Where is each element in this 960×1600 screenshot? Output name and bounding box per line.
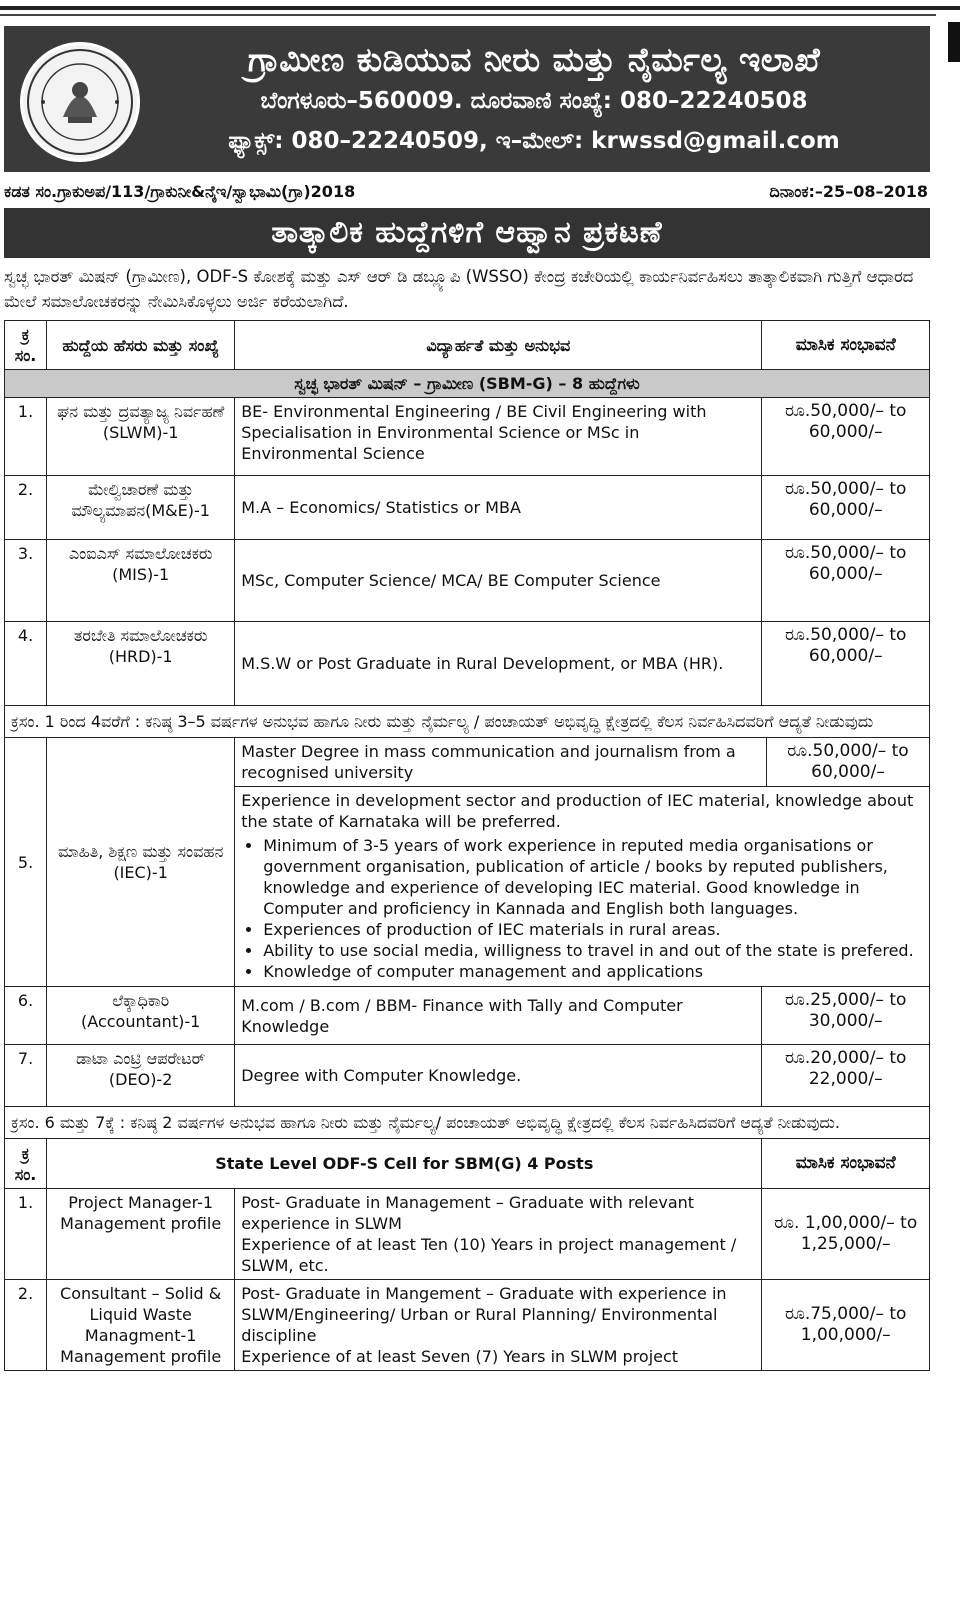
top-border: [0, 0, 960, 22]
top-rule: [0, 6, 960, 10]
row-no: 1.: [5, 398, 47, 476]
list-item: • Minimum of 3-5 years of work experience in reputed media organisations or government organisation, publication of article / books by reputed publishers, knowledge and experience of developing IEC material. Good knowledge in Computer and proficiency in Kannada and English both languages.: [263, 835, 923, 919]
experience: Experience of at least Ten (10) Years in project management / SLWM, etc.: [241, 1235, 737, 1275]
notice-date: ದಿನಾಂಕ:–25–08–2018: [769, 182, 928, 201]
advertisement-page: [4, 24, 930, 1600]
table-row: [5, 738, 930, 987]
salary: ರೂ.20,000/– to 22,000/–: [762, 1045, 930, 1107]
qualification: [235, 1189, 762, 1280]
row-no: 7.: [5, 1045, 47, 1107]
post-name: ಡಾಟಾ ಎಂಟ್ರಿ ಆಪರೇಟರ್ (DEO)-2: [47, 1045, 235, 1107]
qualification: BE- Environmental Engineering / BE Civil Engineering with Specialisation in Environmental Science or MSc in Environmental Science: [235, 398, 762, 476]
qualification: MSc, Computer Science/ MCA/ BE Computer Science: [235, 540, 762, 622]
table-row: [5, 476, 930, 540]
row-no: 1.: [5, 1189, 47, 1280]
note-row: [5, 706, 930, 738]
post-name: ಲೆಕ್ಕಾಧಿಕಾರಿ (Accountant)-1: [47, 987, 235, 1045]
section2-header-row: [5, 1139, 930, 1189]
post-name: ಎಂಐಎಸ್ ಸಮಾಲೋಚಕರು (MIS)-1: [47, 540, 235, 622]
file-number: ಕಡತ ಸಂ.ಗ್ರಾಕುಅಪ/113/ಗ್ರಾಕುನೀ&ನೈಇ/ಸ್ವಾಭಾಮಿ(ಗ್ರಾ)2018: [4, 182, 356, 201]
edge-mark: [948, 22, 960, 62]
row-no: 5.: [5, 738, 47, 987]
section-odf-s: State Level ODF-S Cell for SBM(G) 4 Posts: [47, 1139, 762, 1189]
qualification: M.com / B.com / BBM- Finance with Tally and Computer Knowledge: [235, 987, 762, 1045]
table-row: [5, 1045, 930, 1107]
qualification: [235, 1280, 762, 1371]
note-1-4: ಕ್ರಸಂ. 1 ರಿಂದ 4ವರೆಗೆ : ಕನಿಷ್ಠ 3–5 ವರ್ಷಗಳ ಅನುಭವ ಹಾಗೂ ನೀರು ಮತ್ತು ನೈರ್ಮಲ್ಯ / ಪಂಚಾಯತ್ ಅಭಿವೃದ್ಧಿ ಕ್ಷೇತ್ರದಲ್ಲಿ ಕೆಲಸ ನಿರ್ವಹಿಸಿದವರಿಗೆ ಆದ್ಯತೆ ನೀಡುವುದು: [5, 706, 930, 738]
intro-paragraph: ಸ್ವಚ್ಛ ಭಾರತ್ ಮಿಷನ್ (ಗ್ರಾಮೀಣ), ODF-S ಕೋಶಕ್ಕೆ ಮತ್ತು ಎಸ್ ಆರ್ ಡಿ ಡಬ್ಲ್ಯೂಪಿ (WSSO) ಕೇಂದ್ರ ಕಚೇರಿಯಲ್ಲಿ ಕಾರ್ಯನಿರ್ವಹಿಸಲು ತಾತ್ಕಾಲಿಕವಾಗಿ ಗುತ್ತಿಗೆ ಆಧಾರದ ಮೇಲೆ ಸಮಾಲೋಚಕರನ್ನು ನೇಮಿಸಿಕೊಳ್ಳಲು ಅರ್ಜಿ ಕರೆಯಲಾಗಿದೆ.: [4, 267, 914, 311]
section-row: [5, 370, 930, 398]
table-row: [5, 540, 930, 622]
iec-top: [235, 738, 929, 787]
iec-bullet-list: [235, 835, 929, 986]
department-header: [4, 26, 930, 172]
list-item: • Experiences of production of IEC materials in rural areas.: [263, 919, 923, 940]
list-item: • Knowledge of computer management and applications: [263, 961, 923, 982]
salary: ರೂ.50,000/– to 60,000/–: [767, 738, 929, 787]
post-name: ತರಬೇತಿ ಸಮಾಲೋಚಕರು (HRD)-1: [47, 622, 235, 706]
row-no: 3.: [5, 540, 47, 622]
table-row: [5, 1280, 930, 1371]
qualification: M.A – Economics/ Statistics or MBA: [235, 476, 762, 540]
iec-details: [235, 738, 930, 987]
row-no: 2.: [5, 1280, 47, 1371]
list-item: • Ability to use social media, willigness to travel in and out of the state is prefered.: [263, 940, 923, 961]
row-no: 4.: [5, 622, 47, 706]
col-sl-no: ಕ್ರ ಸಂ.: [5, 321, 47, 370]
salary: ರೂ.75,000/– to 1,00,000/–: [762, 1280, 930, 1371]
post-name: ಘನ ಮತ್ತು ದ್ರವತ್ಯಾಜ್ಯ ನಿರ್ವಹಣೆ (SLWM)-1: [47, 398, 235, 476]
salary: ರೂ.25,000/– to 30,000/–: [762, 987, 930, 1045]
post-name: ಮಾಹಿತಿ, ಶಿಕ್ಷಣ ಮತ್ತು ಸಂವಹನ (IEC)-1: [47, 738, 235, 987]
post-name: Consultant – Solid & Liquid Waste Managment-1 Management profile: [47, 1280, 235, 1371]
post-name: Project Manager-1 Management profile: [47, 1189, 235, 1280]
qualification: Degree with Computer Knowledge.: [235, 1045, 762, 1107]
department-title: ಗ್ರಾಮೀಣ ಕುಡಿಯುವ ನೀರು ಮತ್ತು ನೈರ್ಮಲ್ಯ ಇಲಾಖೆ: [247, 40, 821, 79]
col-sl-no: ಕ್ರ ಸಂ.: [5, 1139, 47, 1189]
col-post-name: ಹುದ್ದೆಯ ಹೆಸರು ಮತ್ತು ಸಂಖ್ಯೆ: [47, 321, 235, 370]
table-row: [5, 987, 930, 1045]
note-row: [5, 1107, 930, 1139]
vacancy-table: [4, 320, 930, 1371]
note-6-7: ಕ್ರಸಂ. 6 ಮತ್ತು 7ಕ್ಕೆ : ಕನಿಷ್ಠ 2 ವರ್ಷಗಳ ಅನುಭವ ಹಾಗೂ ನೀರು ಮತ್ತು ನೈರ್ಮಲ್ಯ/ ಪಂಚಾಯತ್ ಅಭಿವೃದ್ಧಿ ಕ್ಷೇತ್ರದಲ್ಲಿ ಕೆಲಸ ನಿರ್ವಹಿಸಿದವರಿಗೆ ಆದ್ಯತೆ ನೀಡುವುದು.: [5, 1107, 930, 1139]
table-row: [5, 622, 930, 706]
salary: ರೂ.50,000/– to 60,000/–: [762, 476, 930, 540]
qualification: M.S.W or Post Graduate in Rural Development, or MBA (HR).: [235, 622, 762, 706]
fax-email: ಫ್ಯಾಕ್ಸ್: 080–22240509, ಇ–ಮೇಲ್: krwssd@gmail.com: [228, 128, 840, 154]
seal-graphic: [23, 45, 137, 159]
table-row: [5, 398, 930, 476]
qualification: Master Degree in mass communication and journalism from a recognised university: [235, 738, 767, 787]
address-phone: ಬೆಂಗಳೂರು–560009. ದೂರವಾಣಿ ಸಂಖ್ಯೆ: 080–22240508: [260, 88, 808, 114]
row-no: 6.: [5, 987, 47, 1045]
col-salary: ಮಾಸಿಕ ಸಂಭಾವನೆ: [762, 321, 930, 370]
experience: Experience of at least Seven (7) Years in SLWM project: [241, 1347, 679, 1366]
qualification-main: Post- Graduate in Mangement – Graduate with experience in SLWM/Engineering/ Urban or Rural Planning/ Environmental discipline: [241, 1284, 727, 1345]
qualification-main: Post- Graduate in Management – Graduate with relevant experience in SLWM: [241, 1193, 695, 1233]
reference-line: [4, 176, 930, 206]
col-qualification: ವಿದ್ಯಾರ್ಹತೆ ಮತ್ತು ಅನುಭವ: [235, 321, 762, 370]
iec-experience: Experience in development sector and production of IEC material, knowledge about the state of Karnataka will be preferred.: [241, 791, 914, 831]
government-seal-icon: [20, 42, 140, 162]
notice-title: ತಾತ್ಕಾಲಿಕ ಹುದ್ದೆಗಳಿಗೆ ಆಹ್ವಾನ ಪ್ರಕಟಣೆ: [4, 208, 930, 258]
salary: ರೂ.50,000/– to 60,000/–: [762, 540, 930, 622]
salary: ರೂ.50,000/– to 60,000/–: [762, 622, 930, 706]
row-no: 2.: [5, 476, 47, 540]
col-salary: ಮಾಸಿಕ ಸಂಭಾವನೆ: [762, 1139, 930, 1189]
top-rule-thin: [0, 14, 936, 16]
salary: ರೂ.50,000/– to 60,000/–: [762, 398, 930, 476]
section-sbm-g: ಸ್ವಚ್ಛ ಭಾರತ್ ಮಿಷನ್ – ಗ್ರಾಮೀಣ (SBM-G) – 8 ಹುದ್ದೆಗಳು: [5, 370, 930, 398]
salary: ರೂ. 1,00,000/– to 1,25,000/–: [762, 1189, 930, 1280]
post-name: ಮೇಲ್ವಿಚಾರಣೆ ಮತ್ತು ಮೌಲ್ಯಮಾಪನ(M&E)-1: [47, 476, 235, 540]
table-row: [5, 1189, 930, 1280]
page-cutoff: [0, 1584, 960, 1600]
table-header-row: [5, 321, 930, 370]
